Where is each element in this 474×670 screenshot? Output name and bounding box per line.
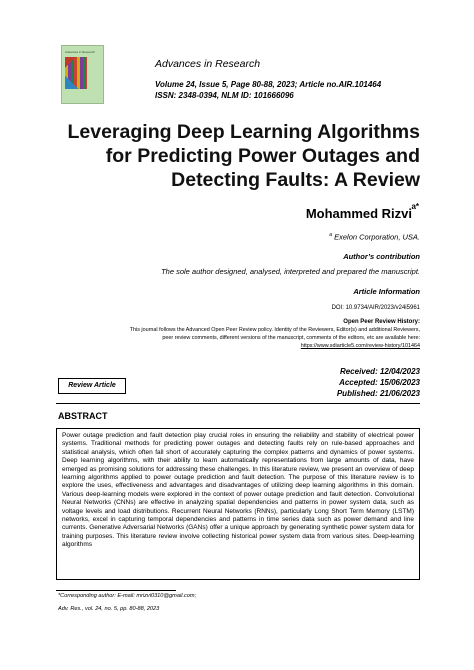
- article-type-badge: Review Article: [58, 378, 126, 394]
- affiliation-text: Exelon Corporation, USA.: [334, 232, 420, 242]
- paper-title: [60, 120, 420, 192]
- received-date: Received: 12/04/2023: [339, 367, 420, 376]
- title-line: for Predicting Power Outages and: [105, 145, 420, 167]
- contribution-heading: Author’s contribution: [343, 252, 420, 261]
- affiliation-marker: a: [329, 232, 333, 238]
- author-name: Mohammed Rizvi: [305, 206, 412, 221]
- abstract-text: Power outage prediction and fault detection play crucial roles in ensuring the reliability and stability of electrical power systems. Traditional methods for predicting power outages and detecting faults rely on rule-based approaches and statistical analysis, which often fall short of accurately capturing the complex patterns and dynamics of power systems. Deep learning algorithms, with their ability to learn automatically representations from large amounts of data, have emerged as promising solutions for addressing these challenges. In this literature review, we present an overview of deep learning algorithms applied to power outage prediction and fault detection. The purpose of this literature review is to explore the uses, effectiveness and advantages and disadvantages of utilizing deep learning algorithms in this domain. Various deep-learning models were explored in the context of power outage prediction and fault detection. Convolutional Neural Networks (CNNs) are effective in analyzing spatial dependencies and patterns in power system data, such as voltage levels and load distributions. Recurrent Neural Networks (RNNs), particularly Long Short Term Memory (LSTM) networks, excel in capturing temporal dependencies and patterns in time series data such as power demand and line currents. Generative Adversarial Networks (GANs) offer a unique approach by generating synthetic power system data for training purposes. This literature review involve collecting historical power system data from various sites. Deep-learning algorithms: [56, 428, 420, 580]
- cover-title: Advances in Research: [65, 50, 96, 54]
- peer-review-link[interactable]: https://www.sdiarticle5.com/review-history/101464: [300, 343, 420, 349]
- accepted-date: Accepted: 15/06/2023: [339, 378, 420, 387]
- divider: [56, 403, 420, 404]
- citation: Adv. Res., vol. 24, no. 5, pp. 80-88, 2023: [58, 606, 160, 612]
- contribution-text: The sole author designed, analysed, interpreted and prepared the manuscript.: [161, 267, 420, 276]
- peer-review-heading: Open Peer Review History:: [343, 319, 420, 325]
- abstract-heading: ABSTRACT: [58, 411, 108, 421]
- author-marker: a*: [411, 202, 419, 211]
- corresponding-author: *Corresponding author: E-mail: mrizvi0310@gmail.com;: [58, 593, 197, 599]
- doi: DOI: 10.9734/AIR/2023/v24i5961: [331, 305, 420, 311]
- journal-volume-line: Volume 24, Issue 5, Page 80-88, 2023; Article no.AIR.101464: [155, 80, 382, 89]
- journal-issn-line: ISSN: 2348-0394, NLM ID: 101666096: [155, 91, 294, 100]
- title-line: Detecting Faults: A Review: [171, 169, 420, 191]
- journal-cover-thumbnail: [61, 45, 104, 104]
- journal-name: Advances in Research: [155, 58, 261, 70]
- affiliation: [329, 232, 420, 242]
- peer-review-line: peer review comments, different versions of the manuscript, comments of the editors, etc are available here:: [162, 335, 420, 341]
- title-line: Leveraging Deep Learning Algorithms: [67, 121, 420, 143]
- footnote-divider: [56, 590, 176, 591]
- peer-review-line: This journal follows the Advanced Open Peer Review policy. Identity of the Reviewers, Editor(s) and additional Reviewers,: [129, 327, 420, 333]
- cover-image: [65, 57, 87, 89]
- article-info-heading: Article Information: [353, 287, 420, 296]
- published-date: Published: 21/06/2023: [336, 389, 420, 398]
